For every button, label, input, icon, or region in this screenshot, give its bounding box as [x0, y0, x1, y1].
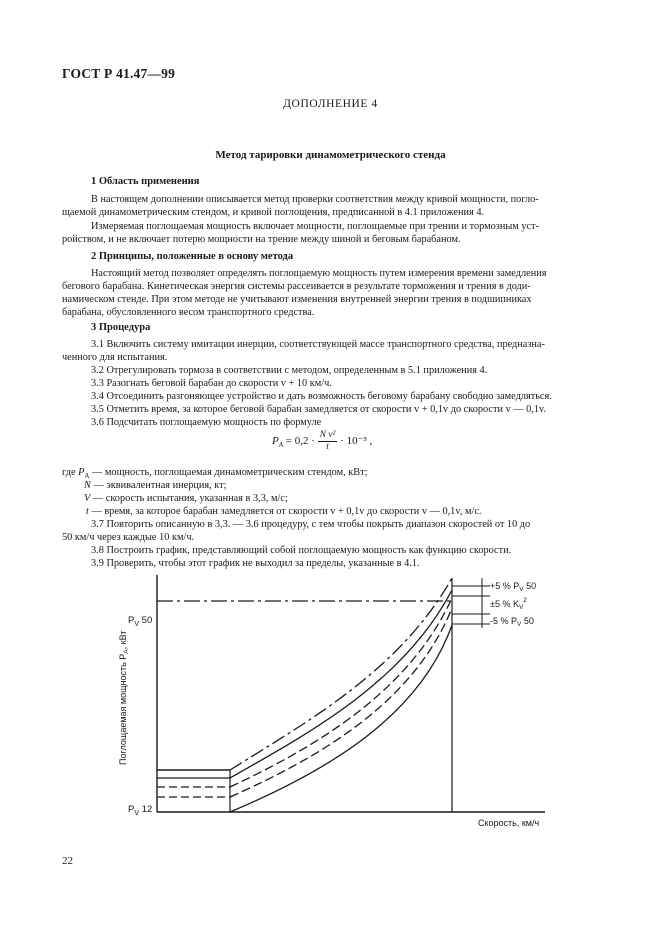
- p34: 3.4 Отсоединить разгоняющее устройство и дать возможность беговому барабану свободно замедляться.: [91, 391, 552, 402]
- legend-minus-sub: V: [517, 621, 522, 628]
- y-tick-bottom-val: 12: [139, 804, 153, 815]
- appendix-title: ДОПОЛНЕНИЕ 4: [283, 98, 378, 110]
- legend-minus-val: 50: [521, 616, 534, 626]
- def-pa-subscript: A: [84, 472, 90, 481]
- p38: 3.8 Построить график, представляющий собой поглощаемую мощность как функцию скорости.: [91, 545, 512, 556]
- s2-line1: Настоящий метод позволяет определять поглощаемую мощность путем измерения времени замедления: [91, 268, 547, 279]
- def-pa-symbol: P: [78, 467, 85, 478]
- formula-eq: = 0,2 ·: [285, 435, 315, 448]
- legend-mid-sub: V: [518, 604, 524, 611]
- def-t-text: — время, за которое барабан замедляется от скорости v + 0,1v до скорости v — 0,1v, м/с.: [91, 506, 482, 517]
- s1-p2-line1: Измеряемая поглощаемая мощность включает мощности, поглощаемые при трении и тормозным уст-: [91, 221, 540, 232]
- legend-mid-text: ±5 % K: [490, 599, 519, 609]
- formula-numerator: N v²: [319, 430, 336, 440]
- p37-line2: 50 км/ч через каждые 10 км/ч.: [62, 532, 195, 543]
- p33: 3.3 Разогнать беговой барабан до скорости v + 10 км/ч.: [91, 378, 332, 389]
- legend-plus: [490, 581, 536, 593]
- method-title: Метод тарировки динамометрического стенда: [215, 149, 446, 161]
- s1-p1-line2: щаемой динамометрическим стендом, и кривой поглощения, предписанной в 4.1 приложения 4.: [62, 207, 485, 218]
- p39: 3.9 Проверить, чтобы этот график не выходил за пределы, указанные в 4.1.: [91, 558, 420, 569]
- def-t-symbol: t: [86, 506, 89, 517]
- p31-line2: ченного для испытания.: [62, 352, 168, 363]
- curve-upper-limit: [230, 578, 452, 770]
- curve-upper: [230, 590, 452, 778]
- formula-lhs-sub: A: [278, 441, 284, 450]
- legend-plus-val: 50: [523, 581, 537, 591]
- p35: 3.5 Отметить время, за которое беговой барабан замедляется от скорости v + 0,1v до скорости v — 0,1v.: [91, 404, 547, 415]
- y-tick-bottom: [128, 804, 152, 817]
- page-number: 22: [62, 855, 73, 867]
- formula-lhs: P: [272, 435, 279, 448]
- y-tick-top-p: P: [128, 615, 135, 626]
- s2-line3: намическом стенде. При этом методе не учитывают изменения внутренней энергии трения в подшипниках: [62, 294, 532, 305]
- legend-plus-text: +5 % P: [490, 581, 520, 591]
- s2-line2: бегового барабана. Кинетическая энергия системы рассеивается в результате торможения и трения в доди-: [62, 281, 531, 292]
- legend-minus: [490, 616, 534, 628]
- where-intro: где: [62, 467, 76, 478]
- section-3-title: 3 Процедура: [91, 322, 151, 333]
- y-tick-top-sub: V: [134, 621, 140, 628]
- legend-mid-sup: 2: [523, 597, 527, 604]
- s1-p1-line1: В настоящем дополнении описывается метод проверки соответствия между кривой мощности, погло-: [91, 194, 539, 205]
- def-n-row: [84, 479, 227, 492]
- legend-minus-text: -5 % P: [490, 616, 518, 626]
- def-v-row: [84, 492, 288, 505]
- curve-lower-limit: [230, 625, 452, 812]
- y-axis-label-sub: A: [123, 649, 130, 654]
- calibration-chart: [0, 570, 661, 840]
- y-tick-bottom-sub: V: [134, 810, 140, 817]
- def-n-text: — эквивалентная инерция, кт;: [93, 480, 227, 491]
- y-tick-top-val: 50: [139, 615, 153, 626]
- y-tick-top: [128, 615, 152, 628]
- def-v-symbol: V: [84, 493, 91, 504]
- def-n-symbol: N: [84, 480, 91, 491]
- y-axis-label-unit: , кВт: [118, 630, 128, 650]
- formula-denominator: t: [326, 442, 329, 452]
- formula-tail: · 10⁻³ ,: [340, 435, 373, 448]
- y-axis-label: [118, 631, 130, 765]
- s1-p2-line2: ройством, и не включает потерю мощности на трение между шиной и беговым барабаном.: [62, 234, 461, 245]
- p37-line1: 3.7 Повторить описанную в 3,3. — 3.6 процедуру, с тем чтобы покрыть диапазон скоростей от 10 до: [91, 519, 531, 530]
- standard-header: ГОСТ Р 41.47—99: [62, 66, 176, 81]
- def-t-row: [86, 505, 481, 518]
- y-axis-label-text: Поглощаемая мощность P: [118, 653, 128, 765]
- def-v-text: — скорость испытания, указанная в 3,3, м/с;: [92, 493, 288, 504]
- y-tick-bottom-p: P: [128, 804, 135, 815]
- s2-line4: барабана, обусловленного весом транспортного средства.: [62, 307, 315, 318]
- formula-fraction: [318, 430, 338, 453]
- p36: 3.6 Подсчитать поглощаемую мощность по формуле: [91, 417, 322, 428]
- power-formula: [272, 430, 372, 453]
- legend-mid: [490, 597, 527, 611]
- curve-lower: [230, 608, 452, 797]
- def-pa-text: — мощность, поглощаемая динамометрическим стендом, кВт;: [92, 467, 368, 478]
- p31-line1: 3.1 Включить систему имитации инерции, соответствующей массе транспортного средства, предназна-: [91, 339, 545, 350]
- p32: 3.2 Отрегулировать тормоза в соответствии с методом, определенным в 5.1 приложения 4.: [91, 365, 488, 376]
- section-2-title: 2 Принципы, положенные в основу метода: [91, 251, 294, 262]
- section-1-title: 1 Область применения: [91, 176, 200, 187]
- x-axis-label: Скорость, км/ч: [478, 818, 540, 828]
- legend-plus-sub: V: [519, 586, 524, 593]
